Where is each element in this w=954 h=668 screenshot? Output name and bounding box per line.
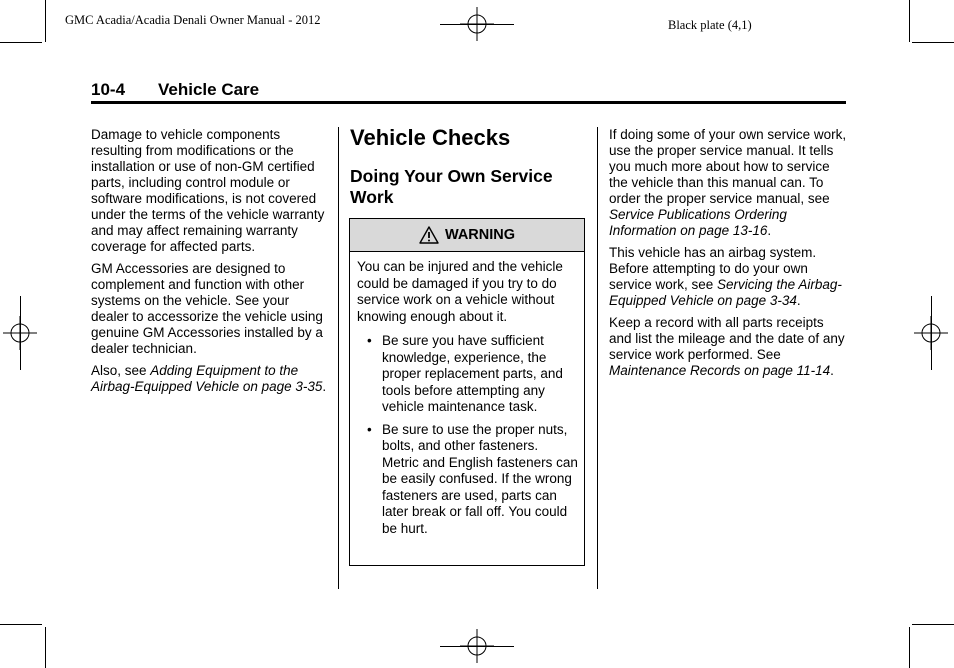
crop-mark — [912, 42, 954, 43]
crop-mark — [909, 0, 910, 42]
paragraph: GM Accessories are designed to complement and function with other systems on the vehicle. See your dealer to accessorize the vehicle using genuine GM Accessories installed by a dealer technician. — [91, 261, 323, 356]
paragraph: Damage to vehicle components resulting from modifications or the installation or use of non-GM certified parts, including control module or software modifications, is not covered under the terms of the vehicle warranty and may affect remaining warranty coverage for affected parts. — [91, 127, 325, 254]
bullet: • — [367, 333, 372, 348]
warning-body — [350, 252, 584, 537]
subheading: Doing Your Own Service Work — [350, 166, 553, 207]
column-left — [91, 127, 329, 401]
paragraph: Also, see Adding Equipment to the Airbag-Equipped Vehicle on page 3-35. — [91, 363, 327, 394]
section-number: 10-4 — [91, 80, 126, 99]
cross-reference-link[interactable]: Adding Equipment to the Airbag-Equipped Vehicle on page 3-35 — [91, 363, 323, 394]
crop-mark — [912, 624, 954, 625]
warning-header — [350, 219, 584, 252]
column-divider — [597, 127, 598, 589]
cross-reference-link[interactable]: Service Publications Ordering Information on page 13-16 — [609, 207, 787, 238]
paragraph: If doing some of your own service work, use the proper service manual. It tells you much more about how to service the vehicle than this manual can. To order the proper service manual, see Service Publications Ordering Information on page 13-16. — [609, 127, 847, 238]
paragraph: Keep a record with all parts receipts and list the mileage and the date of any service work performed. See Maintenance Records on page 11-14. — [609, 315, 845, 378]
column-right — [609, 127, 849, 385]
warning-label: WARNING — [444, 227, 516, 243]
crop-mark — [45, 0, 46, 42]
section-header — [91, 80, 259, 100]
crop-mark — [0, 624, 42, 625]
page-title: Vehicle Checks — [350, 125, 511, 150]
book-title: GMC Acadia/Acadia Denali Owner Manual - 2012 — [65, 13, 321, 27]
bullet: • — [367, 421, 372, 437]
paragraph: This vehicle has an airbag system. Before attempting to do your own service work, see Servicing the Airbag-Equipped Vehicle on page 3-34. — [609, 245, 842, 308]
registration-mark-arm — [440, 646, 514, 647]
warning-triangle-icon — [419, 226, 439, 244]
cross-reference-link[interactable]: Maintenance Records on page 11-14 — [609, 363, 831, 378]
warning-box — [349, 218, 585, 566]
registration-mark-arm — [20, 296, 21, 370]
warning-intro: You can be injured and the vehicle could be damaged if you try to do service work on a vehicle without knowing enough about it. — [357, 259, 563, 324]
section-rule — [91, 101, 846, 104]
crop-mark — [45, 627, 46, 668]
registration-mark-arm — [931, 296, 932, 370]
list-item: • Be sure to use the proper nuts, bolts, and other fasteners. Metric and English fasteners can be easily confused. If the wrong fasteners are used, parts can later break or fall off. You could be hurt. — [367, 421, 578, 536]
list-item: • Be sure you have sufficient knowledge, experience, the proper replacement parts, and tools before attempting any vehicle maintenance task. — [367, 333, 563, 414]
warning-list — [357, 333, 578, 537]
cross-reference-link[interactable]: Servicing the Airbag-Equipped Vehicle on page 3-34 — [609, 277, 842, 308]
column-divider — [338, 127, 339, 589]
registration-mark-arm — [440, 24, 514, 25]
crop-mark — [909, 627, 910, 668]
plate-label: Black plate (4,1) — [668, 18, 752, 32]
crop-mark — [0, 42, 42, 43]
section-title: Vehicle Care — [158, 80, 260, 99]
